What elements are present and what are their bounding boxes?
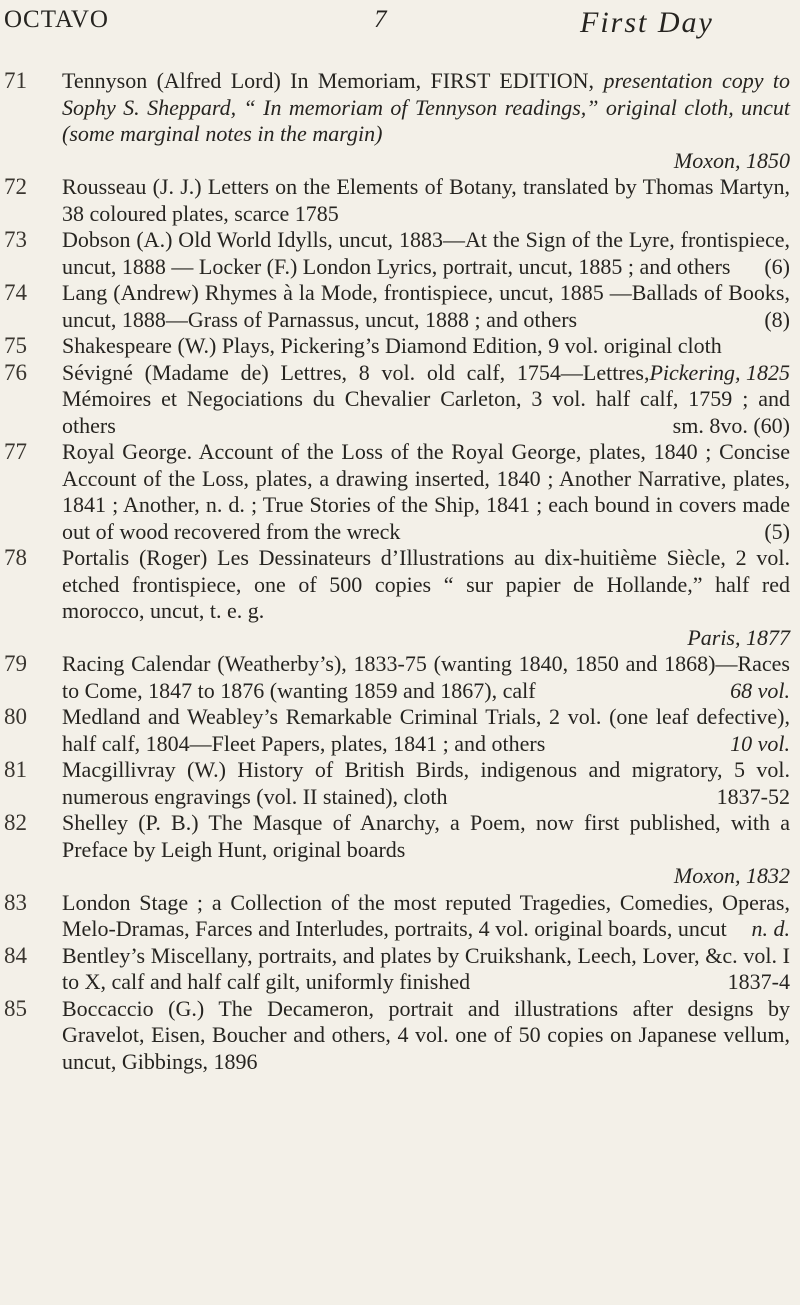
lot-entry xyxy=(0,704,800,757)
lot-entry xyxy=(0,651,800,704)
lot-number: 78 xyxy=(4,545,27,570)
lot-count: 10 vol. xyxy=(730,730,790,756)
lot-number: 71 xyxy=(4,68,27,93)
lot-entry xyxy=(0,68,800,174)
lot-description xyxy=(62,68,790,174)
lot-number: 82 xyxy=(4,810,27,835)
lot-detail: presentation copy to Sophy S. Sheppard, “ In memoriam of Tennyson readings,” original cloth, uncut (some marginal notes in the margin) xyxy=(62,68,790,146)
lot-title: Lang (Andrew) Rhymes à la Mode, frontispiece, uncut, 1885 —Ballads of Books, uncut, 1888—Grass of Parnassus, uncut, 1888 ; and others xyxy=(62,280,790,332)
lot-entry xyxy=(0,943,800,996)
lot-number: 84 xyxy=(4,942,27,968)
lot-count: sm. 8vo. (60) xyxy=(672,412,790,438)
lot-entry xyxy=(0,227,800,280)
lot-title: Sévigné (Madame de) Lettres, 8 vol. old calf, 1754—Lettres, Mémoires et Negociations du Chevalier Carleton, 3 vol. half calf, 1759 ; and others xyxy=(62,359,790,438)
lot-description xyxy=(62,360,790,440)
lot-count: 1837-4 xyxy=(727,969,790,994)
lot-count: 68 vol. xyxy=(730,677,790,703)
lot-title: Royal George. Account of the Loss of the Royal George, plates, 1840 ; Concise Account of the Loss, plates, a drawing inserted, 1840 ; Another Narrative, plates, 1841 ; Another, n. d. ; True Stories of the Ship, 1841 ; each bound in covers made out of wood recovered from the wreck xyxy=(62,439,790,544)
lot-description xyxy=(62,545,790,651)
lot-imprint: Moxon, 1832 xyxy=(673,863,790,888)
lot-title: Portalis (Roger) Les Dessinateurs d’Illustrations au dix-huitième Siècle, 2 vol. etched frontispiece, one of 500 copies “ sur papier de Hollande,” half red morocco, uncut, t. e. g. xyxy=(62,545,790,623)
lot-title: Racing Calendar (Weatherby’s), 1833-75 (wanting 1840, 1850 and 1868)—Races to Come, 1847 to 1876 (wanting 1859 and 1867), calf xyxy=(62,651,790,703)
lot-description xyxy=(62,280,790,333)
lot-entry xyxy=(0,545,800,651)
lot-entry xyxy=(0,757,800,810)
lot-imprint: Moxon, 1850 xyxy=(673,147,790,173)
lot-number: 73 xyxy=(4,227,27,252)
lot-entry xyxy=(0,360,800,440)
lot-description xyxy=(62,333,790,385)
lot-number: 83 xyxy=(4,889,27,915)
lot-entry xyxy=(0,174,800,227)
lot-entry xyxy=(0,996,800,1076)
lot-entry xyxy=(0,810,800,890)
lot-number: 81 xyxy=(4,757,27,782)
lot-count: 1837-52 xyxy=(716,783,790,809)
lot-title: Bentley’s Miscellany, portraits, and plates by Cruikshank, Leech, Lover, &c. vol. I to X, calf and half calf gilt, uniformly finished xyxy=(62,942,790,994)
lot-description xyxy=(62,890,790,943)
lot-count: n. d. xyxy=(751,916,790,941)
lot-number: 75 xyxy=(4,333,27,358)
lot-number: 85 xyxy=(4,995,27,1021)
lot-description xyxy=(62,704,790,757)
lot-entry xyxy=(0,439,800,545)
lot-title: Boccaccio (G.) The Decameron, portrait and illustrations after designs by Gravelot, Eisen, Boucher and others, 4 vol. one of 50 copies on Japanese vellum, uncut, Gibbings, 1896 xyxy=(62,995,790,1074)
lot-description xyxy=(62,943,790,996)
lot-number: 80 xyxy=(4,704,27,729)
lot-description xyxy=(62,439,790,545)
lot-number: 76 xyxy=(4,359,27,385)
lot-description xyxy=(62,757,790,810)
lot-imprint: Pickering, 1825 xyxy=(649,359,790,385)
sale-day-label: First Day xyxy=(580,6,714,39)
lot-title: Shakespeare (W.) Plays, Pickering’s Diamond Edition, 9 vol. original cloth xyxy=(62,333,722,358)
lot-description xyxy=(62,810,790,890)
lot-title: Dobson (A.) Old World Idylls, uncut, 1883—At the Sign of the Lyre, frontispiece, uncut, 1888 — Locker (F.) London Lyrics, portrait, uncut, 1885 ; and others xyxy=(62,227,790,279)
lot-count: (8) xyxy=(764,306,790,332)
section-label: OCTAVO xyxy=(4,6,109,33)
lot-number: 72 xyxy=(4,174,27,199)
lot-number: 74 xyxy=(4,280,27,305)
running-head xyxy=(0,0,800,40)
lot-title: Rousseau (J. J.) Letters on the Elements of Botany, translated by Thomas Martyn, 38 coloured plates, scarce 1785 xyxy=(62,174,790,226)
lot-description xyxy=(62,174,790,227)
lot-imprint: Paris, 1877 xyxy=(687,624,790,650)
lot-title: Tennyson (Alfred Lord) In Memoriam, FIRST EDITION, xyxy=(62,68,595,93)
lot-description xyxy=(62,227,790,280)
lot-title: Medland and Weabley’s Remarkable Criminal Trials, 2 vol. (one leaf defective), half calf, 1804—Fleet Papers, plates, 1841 ; and others xyxy=(62,704,790,756)
lot-number: 77 xyxy=(4,439,27,464)
lot-title: London Stage ; a Collection of the most reputed Tragedies, Comedies, Operas, Melo-Dramas, Farces and Interludes, portraits, 4 vol. original boards, uncut xyxy=(62,889,790,941)
lot-description xyxy=(62,996,790,1076)
page-number: 7 xyxy=(374,6,388,33)
lot-description xyxy=(62,651,790,704)
lot-title: Macgillivray (W.) History of British Birds, indigenous and migratory, 5 vol. numerous engravings (vol. II stained), cloth xyxy=(62,757,790,809)
lot-count: (5) xyxy=(764,518,790,544)
lot-title: Shelley (P. B.) The Masque of Anarchy, a Poem, now first published, with a Preface by Leigh Hunt, original boards xyxy=(62,810,790,862)
lot-number: 79 xyxy=(4,651,27,676)
lot-entry xyxy=(0,890,800,943)
lot-entry xyxy=(0,280,800,333)
lot-list xyxy=(0,68,800,1075)
lot-count: (6) xyxy=(764,253,790,279)
